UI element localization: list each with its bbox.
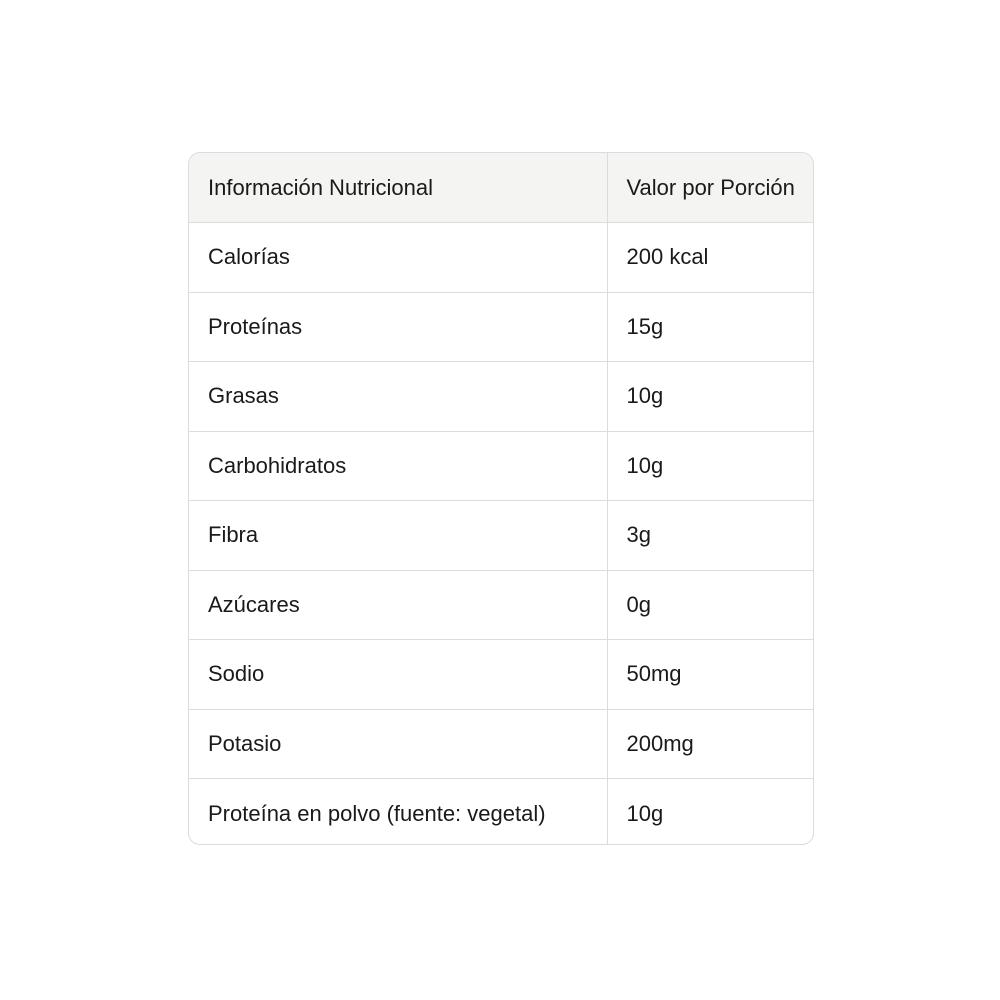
nutrient-cell: Proteína en polvo (fuente: vegetal): [189, 779, 607, 846]
value-cell: 10g: [607, 431, 814, 501]
nutrient-cell: Grasas: [189, 362, 607, 432]
table-row: [189, 223, 814, 293]
value-cell: 3g: [607, 501, 814, 571]
table-header-row: [189, 153, 814, 223]
nutrient-cell: Fibra: [189, 501, 607, 571]
nutrient-cell: Azúcares: [189, 570, 607, 640]
table-row: [189, 779, 814, 846]
value-cell: 0g: [607, 570, 814, 640]
table-row: [189, 362, 814, 432]
nutrient-cell: Calorías: [189, 223, 607, 293]
nutrient-cell: Proteínas: [189, 292, 607, 362]
nutrient-cell: Carbohidratos: [189, 431, 607, 501]
value-cell: 200 kcal: [607, 223, 814, 293]
table-row: [189, 431, 814, 501]
column-header-value: Valor por Porción: [607, 153, 814, 223]
nutrition-table: [189, 153, 814, 845]
value-cell: 200mg: [607, 709, 814, 779]
table-row: [189, 640, 814, 710]
column-header-nutrient: Información Nutricional: [189, 153, 607, 223]
nutrient-cell: Sodio: [189, 640, 607, 710]
table-row: [189, 570, 814, 640]
nutrient-cell: Potasio: [189, 709, 607, 779]
table-row: [189, 501, 814, 571]
table-row: [189, 709, 814, 779]
value-cell: 10g: [607, 362, 814, 432]
value-cell: 15g: [607, 292, 814, 362]
table-row: [189, 292, 814, 362]
nutrition-table-container: [188, 152, 814, 845]
value-cell: 10g: [626, 800, 664, 826]
value-cell: 50mg: [607, 640, 814, 710]
